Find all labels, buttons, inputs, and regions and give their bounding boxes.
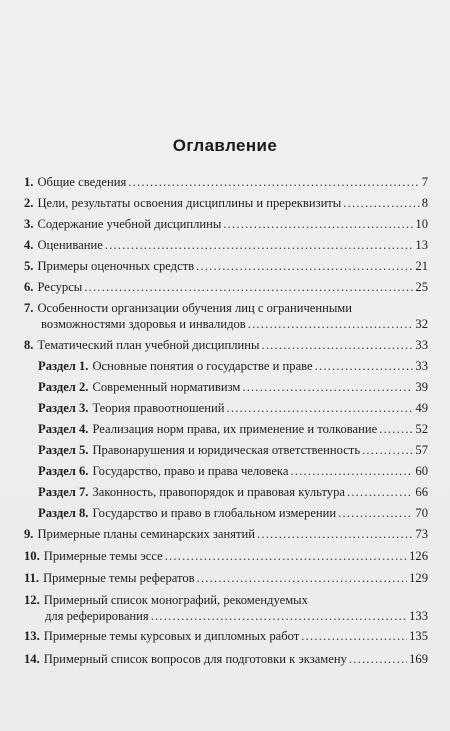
section-label: Раздел 3. bbox=[38, 401, 89, 415]
toc-section-1[interactable] bbox=[38, 358, 428, 374]
section-label: Раздел 5. bbox=[38, 443, 89, 457]
toc-section-8[interactable] bbox=[38, 505, 428, 521]
toc-entry-6[interactable] bbox=[24, 279, 428, 295]
entry-text: Государство, право и права человека bbox=[92, 464, 289, 478]
entry-text-line1: Особенности организации обучения лиц с ограниченными bbox=[37, 301, 353, 315]
leader-dots bbox=[379, 421, 413, 437]
leader-dots bbox=[151, 608, 407, 624]
entry-text: Государство и право в глобальном измерении bbox=[92, 506, 337, 520]
leader-dots bbox=[301, 628, 407, 644]
toc-section-5[interactable] bbox=[38, 442, 428, 458]
leader-dots bbox=[349, 651, 407, 667]
entry-page: 32 bbox=[415, 317, 428, 331]
toc-entry-14[interactable] bbox=[24, 651, 428, 667]
leader-dots bbox=[227, 400, 414, 416]
entry-page: 73 bbox=[415, 527, 428, 541]
toc-section-7[interactable] bbox=[38, 484, 428, 500]
entry-text: Примерные темы курсовых и дипломных работ bbox=[43, 629, 300, 643]
entry-page: 49 bbox=[415, 401, 428, 415]
toc-section-3[interactable] bbox=[38, 400, 428, 416]
entry-page: 13 bbox=[415, 238, 428, 252]
leader-dots bbox=[315, 358, 414, 374]
entry-page: 129 bbox=[409, 571, 428, 585]
entry-page: 39 bbox=[415, 380, 428, 394]
section-label: Раздел 6. bbox=[38, 464, 89, 478]
toc-entry-1[interactable] bbox=[24, 174, 428, 190]
entry-page: 135 bbox=[409, 629, 428, 643]
toc-entry-5[interactable] bbox=[24, 258, 428, 274]
leader-dots bbox=[338, 505, 413, 521]
entry-number: 11. bbox=[24, 571, 40, 585]
entry-text: Примерный список вопросов для подготовки к экзамену bbox=[43, 652, 347, 666]
entry-text: Примерные планы семинарских занятий bbox=[37, 527, 255, 541]
toc-section-4[interactable] bbox=[38, 421, 428, 437]
entry-text: Общие сведения bbox=[37, 175, 127, 189]
entry-page: 10 bbox=[415, 217, 428, 231]
entry-page: 70 bbox=[415, 506, 428, 520]
entry-number: 3. bbox=[24, 217, 34, 231]
entry-page: 8 bbox=[421, 196, 428, 210]
toc-section-2[interactable] bbox=[38, 379, 428, 395]
leader-dots bbox=[257, 526, 413, 542]
leader-dots bbox=[223, 216, 413, 232]
section-label: Раздел 4. bbox=[38, 422, 89, 436]
entry-page: 57 bbox=[415, 443, 428, 457]
entry-number: 8. bbox=[24, 338, 34, 352]
entry-text: Тематический план учебной дисциплины bbox=[37, 338, 260, 352]
entry-page: 52 bbox=[415, 422, 428, 436]
entry-number: 6. bbox=[24, 280, 34, 294]
entry-text-line1: Примерный список монографий, рекомендуемых bbox=[43, 593, 308, 607]
toc-entry-9[interactable] bbox=[24, 526, 428, 542]
leader-dots bbox=[128, 174, 419, 190]
entry-text: Примеры оценочных средств bbox=[37, 259, 195, 273]
toc-entry-10[interactable] bbox=[24, 548, 428, 564]
leader-dots bbox=[343, 195, 419, 211]
leader-dots bbox=[261, 337, 413, 353]
entry-number: 12. bbox=[24, 593, 40, 607]
leader-dots bbox=[105, 237, 414, 253]
entry-text: Цели, результаты освоения дисциплины и пререквизиты bbox=[37, 196, 342, 210]
entry-text: Реализация норм права, их применение и толкование bbox=[92, 422, 378, 436]
entry-number: 9. bbox=[24, 527, 34, 541]
entry-page: 133 bbox=[409, 609, 428, 623]
toc-entry-3[interactable] bbox=[24, 216, 428, 232]
entry-number: 2. bbox=[24, 196, 34, 210]
entry-text: Примерные темы рефератов bbox=[43, 571, 195, 585]
entry-text: Современный нормативизм bbox=[92, 380, 241, 394]
leader-dots bbox=[196, 258, 413, 274]
leader-dots bbox=[197, 570, 408, 586]
entry-text: для реферирования bbox=[45, 609, 149, 623]
entry-text: Правонарушения и юридическая ответственность bbox=[92, 443, 361, 457]
leader-dots bbox=[84, 279, 413, 295]
entry-number: 1. bbox=[24, 175, 34, 189]
leader-dots bbox=[248, 316, 414, 332]
leader-dots bbox=[165, 548, 407, 564]
entry-page: 25 bbox=[415, 280, 428, 294]
section-label: Раздел 1. bbox=[38, 359, 89, 373]
toc-entry-7[interactable] bbox=[24, 300, 428, 332]
entry-page: 60 bbox=[415, 464, 428, 478]
entry-text: Теория правоотношений bbox=[92, 401, 225, 415]
toc-section-6[interactable] bbox=[38, 463, 428, 479]
toc-entry-4[interactable] bbox=[24, 237, 428, 253]
toc-entry-12[interactable] bbox=[24, 592, 428, 624]
toc-entry-8[interactable] bbox=[24, 337, 428, 353]
entry-number: 14. bbox=[24, 652, 40, 666]
entry-page: 66 bbox=[415, 485, 428, 499]
entry-text: Ресурсы bbox=[37, 280, 83, 294]
entry-page: 7 bbox=[421, 175, 428, 189]
toc-entry-13[interactable] bbox=[24, 628, 428, 644]
entry-number: 5. bbox=[24, 259, 34, 273]
entry-page: 21 bbox=[415, 259, 428, 273]
entry-page: 169 bbox=[409, 652, 428, 666]
entry-number: 7. bbox=[24, 301, 34, 315]
leader-dots bbox=[362, 442, 413, 458]
entry-number: 13. bbox=[24, 629, 40, 643]
section-label: Раздел 2. bbox=[38, 380, 89, 394]
leader-dots bbox=[242, 379, 413, 395]
entry-text: Оценивание bbox=[37, 238, 103, 252]
section-label: Раздел 8. bbox=[38, 506, 89, 520]
entry-text: Содержание учебной дисциплины bbox=[37, 217, 222, 231]
section-label: Раздел 7. bbox=[38, 485, 89, 499]
toc-entry-11[interactable] bbox=[24, 570, 428, 586]
toc-title: Оглавление bbox=[172, 136, 278, 155]
entry-text: возможностями здоровья и инвалидов bbox=[41, 317, 246, 331]
entry-page: 33 bbox=[415, 359, 428, 373]
toc-entry-2[interactable] bbox=[24, 195, 428, 211]
leader-dots bbox=[290, 463, 413, 479]
entry-text: Основные понятия о государстве и праве bbox=[92, 359, 313, 373]
entry-page: 126 bbox=[409, 549, 428, 563]
entry-page: 33 bbox=[415, 338, 428, 352]
leader-dots bbox=[347, 484, 413, 500]
entry-text: Законность, правопорядок и правовая культура bbox=[92, 485, 345, 499]
entry-number: 4. bbox=[24, 238, 34, 252]
entry-number: 10. bbox=[24, 549, 40, 563]
entry-text: Примерные темы эссе bbox=[43, 549, 163, 563]
